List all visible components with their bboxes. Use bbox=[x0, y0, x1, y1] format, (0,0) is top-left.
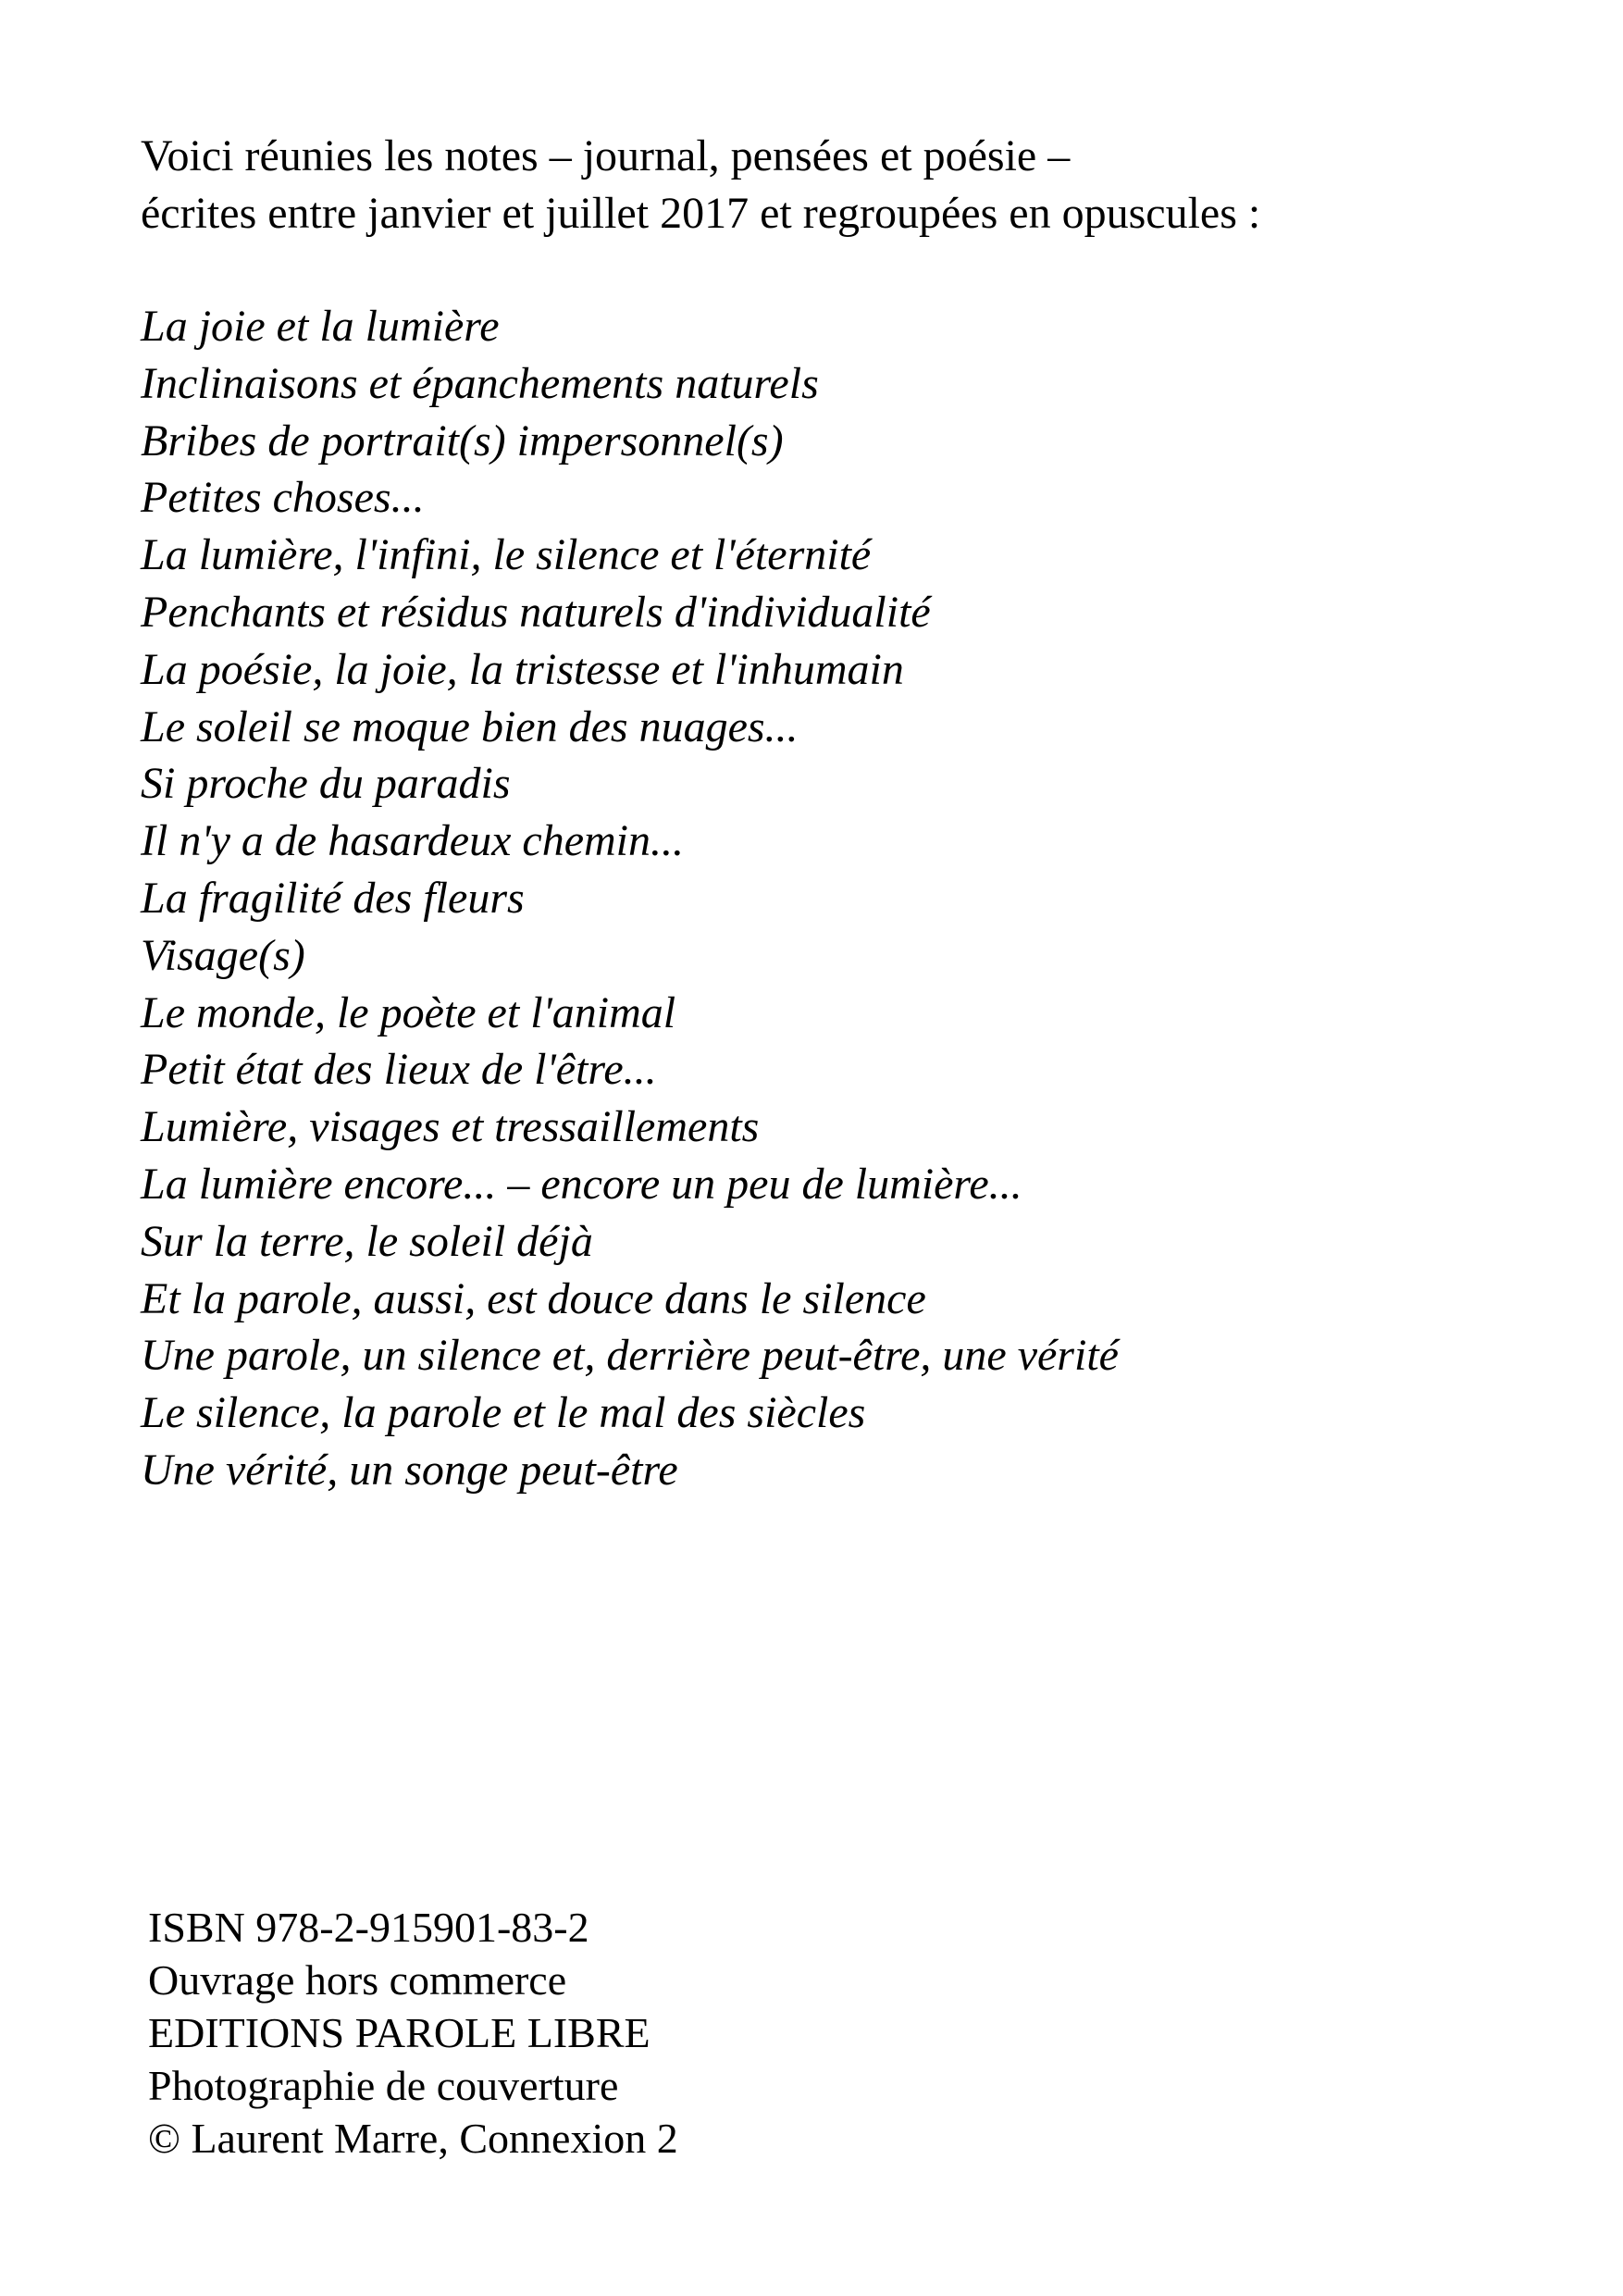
intro-line-1: Voici réunies les notes – journal, pensées et poésie – bbox=[141, 131, 1071, 180]
opuscule-title: Petit état des lieux de l'être... bbox=[141, 1045, 657, 1095]
opuscule-title: La lumière encore... – encore un peu de lumière... bbox=[141, 1159, 1022, 1209]
opuscule-title: Le silence, la parole et le mal des siècles bbox=[141, 1388, 866, 1438]
opuscule-titles-list bbox=[141, 298, 1529, 1499]
opuscule-title: Une parole, un silence et, derrière peut-être, une vérité bbox=[141, 1331, 1119, 1381]
photo-credit: © Laurent Marre, Connexion 2 bbox=[148, 2115, 678, 2162]
publisher-name: EDITIONS PAROLE LIBRE bbox=[148, 2009, 650, 2056]
opuscule-title: Inclinaisons et épanchements naturels bbox=[141, 358, 819, 408]
opuscule-title: Il n'y a de hasardeux chemin... bbox=[141, 816, 684, 866]
opuscule-title: Bribes de portrait(s) impersonnel(s) bbox=[141, 416, 784, 465]
opuscule-title: Le monde, le poète et l'animal bbox=[141, 987, 676, 1037]
opuscule-title: La joie et la lumière bbox=[141, 302, 500, 351]
commerce-note: Ouvrage hors commerce bbox=[148, 1956, 567, 2004]
opuscule-title: La poésie, la joie, la tristesse et l'inhumain bbox=[141, 644, 904, 694]
isbn: ISBN 978-2-915901-83-2 bbox=[148, 1904, 589, 1951]
intro-line-2: écrites entre janvier et juillet 2017 et regroupées en opuscules : bbox=[141, 189, 1261, 238]
opuscule-title: Et la parole, aussi, est douce dans le silence bbox=[141, 1273, 926, 1323]
intro-paragraph bbox=[141, 128, 1529, 242]
opuscule-title: Une vérité, un songe peut-être bbox=[141, 1445, 678, 1495]
opuscule-title: Lumière, visages et tressaillements bbox=[141, 1102, 760, 1152]
opuscule-title: Petites choses... bbox=[141, 473, 425, 523]
opuscule-title: Visage(s) bbox=[141, 930, 305, 980]
opuscule-title: Penchants et résidus naturels d'individualité bbox=[141, 587, 931, 637]
opuscule-title: Si proche du paradis bbox=[141, 759, 511, 809]
opuscule-title: La fragilité des fleurs bbox=[141, 873, 525, 923]
colophon bbox=[148, 1901, 1443, 2165]
photo-credit-label: Photographie de couverture bbox=[148, 2062, 619, 2109]
opuscule-title: Sur la terre, le soleil déjà bbox=[141, 1216, 593, 1266]
opuscule-title: La lumière, l'infini, le silence et l'éternité bbox=[141, 530, 872, 580]
opuscule-title: Le soleil se moque bien des nuages... bbox=[141, 701, 799, 751]
